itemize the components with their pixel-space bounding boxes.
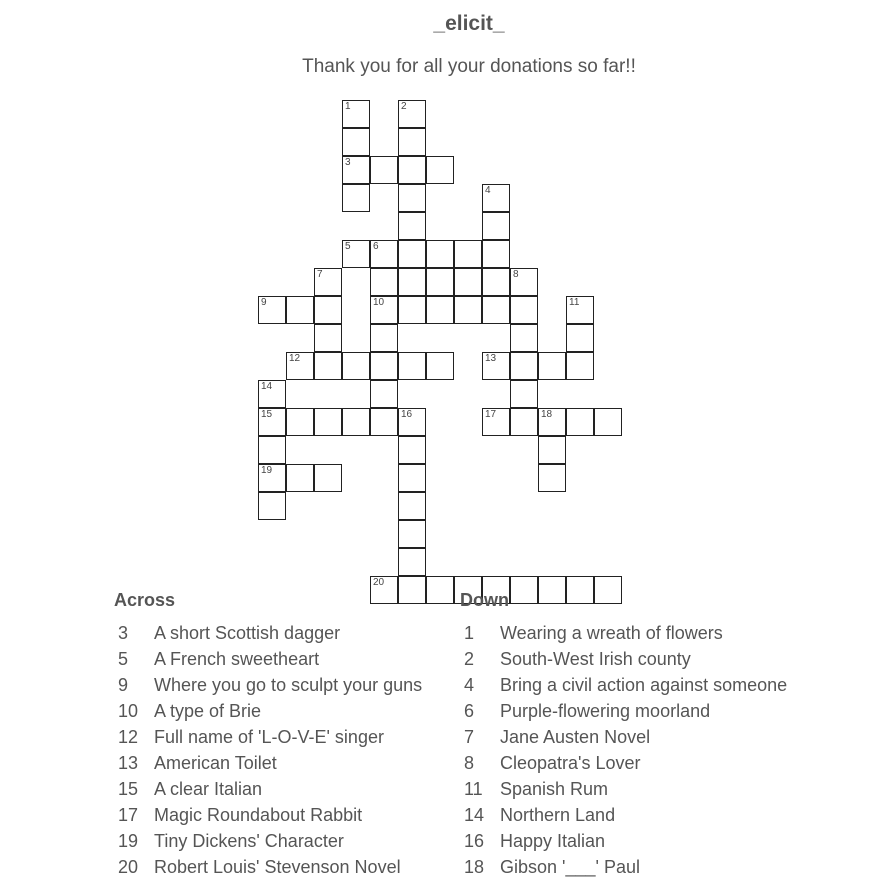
clue-number-label: 4: [464, 675, 475, 695]
clue-text: Northern Land: [500, 805, 616, 825]
grid-cell[interactable]: [398, 464, 426, 492]
clue-number: 2: [401, 101, 407, 112]
grid-cell[interactable]: [314, 464, 342, 492]
grid-cell[interactable]: [482, 352, 510, 380]
grid-cell[interactable]: [566, 408, 594, 436]
clue-text: South-West Irish county: [500, 649, 691, 669]
grid-cell[interactable]: [258, 464, 286, 492]
clue-number-label: 1: [464, 623, 475, 643]
grid-cell[interactable]: [258, 380, 286, 408]
clue-number: 15: [261, 409, 273, 420]
grid-cell[interactable]: [258, 436, 286, 464]
puzzle-subtitle: Thank you for all your donations so far!!: [302, 56, 636, 77]
grid-cell[interactable]: [398, 408, 426, 436]
grid-cell[interactable]: [594, 576, 622, 604]
grid-cell[interactable]: [538, 464, 566, 492]
grid-cell[interactable]: [482, 212, 510, 240]
clue-number-label: 8: [464, 753, 475, 773]
grid-cell[interactable]: [314, 296, 342, 324]
grid-cell[interactable]: [538, 576, 566, 604]
grid-cell[interactable]: [398, 352, 426, 380]
grid-cell[interactable]: [510, 324, 538, 352]
clue-text: Magic Roundabout Rabbit: [154, 805, 363, 825]
clue-number: 12: [289, 353, 301, 364]
clue-number: 18: [541, 409, 553, 420]
grid-cell[interactable]: [426, 156, 454, 184]
clue-number-label: 3: [118, 623, 129, 643]
clue-text: Robert Louis' Stevenson Novel: [154, 857, 401, 877]
clue-text: Spanish Rum: [500, 779, 609, 799]
clue-number: 19: [261, 465, 273, 476]
clue-number: 17: [485, 409, 497, 420]
grid-cell[interactable]: [370, 576, 398, 604]
grid-cell[interactable]: [286, 352, 314, 380]
grid-cell[interactable]: [258, 492, 286, 520]
grid-cell[interactable]: [482, 184, 510, 212]
clue-number: 10: [373, 297, 385, 308]
grid-cell[interactable]: [454, 296, 482, 324]
grid-cell[interactable]: [398, 520, 426, 548]
grid-cell[interactable]: [426, 268, 454, 296]
grid-cell[interactable]: [314, 324, 342, 352]
clue-number-label: 5: [118, 649, 129, 669]
grid-cell[interactable]: [342, 240, 370, 268]
grid-cell[interactable]: [286, 296, 314, 324]
grid-cell[interactable]: [566, 324, 594, 352]
grid-cell[interactable]: [538, 408, 566, 436]
clue-number: 11: [569, 297, 580, 308]
grid-cell[interactable]: [510, 576, 538, 604]
clue-text: Purple-flowering moorland: [500, 701, 711, 721]
down-clue-list: [464, 620, 884, 890]
grid-cell[interactable]: [398, 436, 426, 464]
clue-text: A French sweetheart: [154, 649, 320, 669]
clue-number-label: 7: [464, 727, 475, 747]
clue-number-label: 12: [118, 727, 139, 747]
grid-cell[interactable]: [566, 296, 594, 324]
clue-number-label: 15: [118, 779, 139, 799]
grid-cell[interactable]: [370, 156, 398, 184]
grid-cell[interactable]: [454, 268, 482, 296]
grid-cell[interactable]: [370, 240, 398, 268]
clue-text: Wearing a wreath of flowers: [500, 623, 723, 643]
grid-cell[interactable]: [314, 408, 342, 436]
grid-cell[interactable]: [370, 324, 398, 352]
grid-cell[interactable]: [566, 352, 594, 380]
grid-cell[interactable]: [342, 184, 370, 212]
clue-number: 3: [345, 157, 351, 168]
grid-cell[interactable]: [426, 296, 454, 324]
grid-cell[interactable]: [342, 128, 370, 156]
clue-number-label: 19: [118, 831, 139, 851]
clue-number: 1: [345, 101, 351, 112]
clue-number-label: 13: [118, 753, 139, 773]
clue-text: A type of Brie: [154, 701, 262, 721]
grid-cell[interactable]: [342, 352, 370, 380]
clue-text: Full name of 'L-O-V-E' singer: [154, 727, 384, 747]
grid-cell[interactable]: [370, 380, 398, 408]
clue-number: 9: [261, 297, 267, 308]
grid-cell[interactable]: [370, 352, 398, 380]
clue-number-label: 17: [118, 805, 139, 825]
grid-cell[interactable]: [566, 576, 594, 604]
clue-number: 8: [513, 269, 519, 280]
grid-cell[interactable]: [538, 436, 566, 464]
grid-cell[interactable]: [398, 240, 426, 268]
down-heading: Down: [460, 590, 509, 610]
clue-number: 13: [485, 353, 497, 364]
grid-cell[interactable]: [342, 156, 370, 184]
grid-cell[interactable]: [398, 184, 426, 212]
grid-cell[interactable]: [398, 548, 426, 576]
grid-cell[interactable]: [510, 352, 538, 380]
clue-number-label: 16: [464, 831, 485, 851]
clue-text: American Toilet: [154, 753, 277, 773]
grid-cell[interactable]: [594, 408, 622, 436]
grid-cell[interactable]: [258, 296, 286, 324]
grid-cell[interactable]: [482, 240, 510, 268]
clue-number-label: 20: [118, 857, 139, 877]
clue-number-label: 14: [464, 805, 485, 825]
clue-number: 7: [317, 269, 323, 280]
grid-cell[interactable]: [482, 296, 510, 324]
clue-number: 16: [401, 409, 413, 420]
clue-number: 14: [261, 381, 273, 392]
grid-cell[interactable]: [482, 268, 510, 296]
puzzle-title: _elicit_: [433, 12, 505, 35]
grid-cell[interactable]: [426, 352, 454, 380]
grid-cell[interactable]: [398, 212, 426, 240]
clue-number-label: 11: [464, 779, 483, 799]
grid-cell[interactable]: [398, 268, 426, 296]
grid-cell[interactable]: [398, 492, 426, 520]
across-heading: Across: [114, 590, 176, 610]
grid-cell[interactable]: [398, 100, 426, 128]
grid-cell[interactable]: [454, 240, 482, 268]
clue-number: 20: [373, 577, 385, 588]
grid-cell[interactable]: [370, 408, 398, 436]
clue-number: 4: [485, 185, 491, 196]
grid-cell[interactable]: [370, 296, 398, 324]
grid-cell[interactable]: [398, 576, 426, 604]
grid-cell[interactable]: [342, 408, 370, 436]
grid-cell[interactable]: [398, 156, 426, 184]
clue-number-label: 2: [464, 649, 475, 669]
grid-cell[interactable]: [538, 352, 566, 380]
grid-cell[interactable]: [398, 128, 426, 156]
clue-text: Happy Italian: [500, 831, 606, 851]
grid-cell[interactable]: [510, 380, 538, 408]
grid-cell[interactable]: [314, 352, 342, 380]
grid-cell[interactable]: [426, 576, 454, 604]
clue-text: Where you go to sculpt your guns: [154, 675, 423, 695]
grid-cell[interactable]: [398, 296, 426, 324]
clue-number: 5: [345, 241, 351, 252]
clue-text: Tiny Dickens' Character: [154, 831, 344, 851]
clue-number-label: 18: [464, 857, 485, 877]
grid-cell[interactable]: [314, 268, 342, 296]
clue-text: Gibson '___' Paul: [500, 857, 640, 877]
clue-number-label: 6: [464, 701, 475, 721]
clue-number-label: 9: [118, 675, 129, 695]
clue-text: A clear Italian: [154, 779, 263, 799]
clue-text: Bring a civil action against someone: [500, 675, 788, 695]
grid-cell[interactable]: [286, 408, 314, 436]
grid-cell[interactable]: [510, 296, 538, 324]
clue-text: A short Scottish dagger: [154, 623, 341, 643]
grid-cell[interactable]: [370, 268, 398, 296]
grid-cell[interactable]: [510, 268, 538, 296]
clue-text: Cleopatra's Lover: [500, 753, 641, 773]
grid-cell[interactable]: [510, 408, 538, 436]
grid-cell[interactable]: [258, 408, 286, 436]
grid-cell[interactable]: [482, 408, 510, 436]
grid-cell[interactable]: [426, 240, 454, 268]
clue-text: Jane Austen Novel: [500, 727, 651, 747]
across-clue-list: [118, 620, 458, 890]
grid-cell[interactable]: [286, 464, 314, 492]
grid-cell[interactable]: [342, 100, 370, 128]
clue-number-label: 10: [118, 701, 139, 721]
clue-number: 6: [373, 241, 379, 252]
